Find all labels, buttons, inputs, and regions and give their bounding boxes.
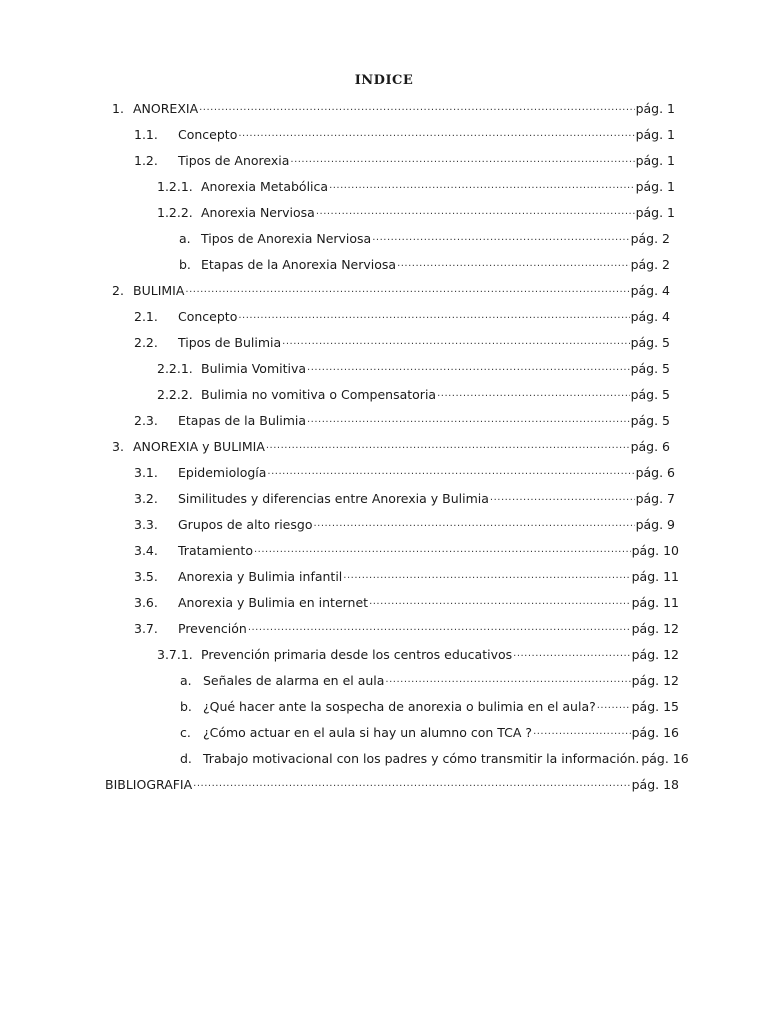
toc-entry-number: d. bbox=[180, 751, 192, 766]
toc-entry-page: pág. 5 bbox=[630, 387, 670, 402]
toc-entry-label: ¿Cómo actuar en el aula si hay un alumno con TCA ? bbox=[203, 725, 533, 740]
toc-entry-page: pág. 5 bbox=[630, 413, 670, 428]
toc-entry-page: pág. 1 bbox=[635, 101, 675, 116]
toc-entry-label: Prevención bbox=[178, 621, 247, 636]
toc-entry-page: pág. 1 bbox=[635, 205, 675, 220]
toc-entry-page: pág. 5 bbox=[630, 335, 670, 350]
toc-entry-label: Anorexia y Bulimia infantil bbox=[178, 569, 343, 584]
toc-entry-number: 2.2.2. bbox=[157, 387, 193, 402]
toc-entry-label: Grupos de alto riesgo bbox=[178, 517, 313, 532]
toc-entry-page: pág. 1 bbox=[635, 179, 675, 194]
toc-entry-page: pág. 4 bbox=[630, 283, 670, 298]
toc-entry-page: pág. 11 bbox=[631, 595, 679, 610]
dot-leader bbox=[343, 561, 630, 589]
toc-entry-page: pág. 18 bbox=[631, 777, 679, 792]
toc-entry-number: 1.2.2. bbox=[157, 205, 193, 220]
dot-leader bbox=[313, 509, 634, 537]
page-title: INDICE bbox=[354, 73, 414, 88]
toc-entry-number: 2.1. bbox=[134, 309, 158, 324]
toc-entry-page: pág. 9 bbox=[635, 517, 675, 532]
toc-entry-label: Anorexia y Bulimia en internet bbox=[178, 595, 369, 610]
toc-entry-page: pág. 4 bbox=[630, 309, 670, 324]
toc-entry-page: pág. 12 bbox=[631, 621, 679, 636]
toc-entry-label: Tipos de Anorexia bbox=[178, 153, 290, 168]
toc-entry-label: BIBLIOGRAFIA bbox=[105, 777, 193, 792]
toc-entry-label: Bulimia Vomitiva bbox=[201, 361, 307, 376]
toc-entry-label: ANOREXIA y BULIMIA bbox=[133, 439, 265, 454]
toc-entry-page: pág. 10 bbox=[631, 543, 679, 558]
toc-entry-page: pág. 1 bbox=[635, 153, 675, 168]
toc-entry-page: pág. 2 bbox=[630, 231, 670, 246]
toc-entry-label: Concepto bbox=[178, 309, 238, 324]
dot-leader bbox=[533, 717, 631, 745]
toc-entry-label: BULIMIA bbox=[133, 283, 185, 298]
dot-leader bbox=[290, 145, 634, 173]
dot-leader bbox=[238, 119, 634, 147]
dot-leader bbox=[597, 691, 631, 719]
toc-entry-page: pág. 1 bbox=[635, 127, 675, 142]
toc-entry[interactable] bbox=[105, 772, 679, 798]
dot-leader bbox=[185, 275, 629, 303]
dot-leader bbox=[316, 197, 635, 225]
dot-leader bbox=[329, 171, 635, 199]
toc-entry-number: 3.7. bbox=[134, 621, 158, 636]
toc-entry-label: Trabajo motivacional con los padres y cómo transmitir la información. bbox=[203, 751, 640, 766]
toc-entry-page: pág. 5 bbox=[630, 361, 670, 376]
toc-entry-number: 3.5. bbox=[134, 569, 158, 584]
toc-entry-page: pág. 6 bbox=[630, 439, 670, 454]
toc-entry-number: 1. bbox=[112, 101, 124, 116]
toc-entry-label: Etapas de la Bulimia bbox=[178, 413, 306, 428]
toc-entry-label: Tipos de Bulimia bbox=[178, 335, 282, 350]
toc-entry-number: 3.1. bbox=[134, 465, 158, 480]
toc-entry-number: b. bbox=[180, 699, 192, 714]
toc-entry-label: Similitudes y diferencias entre Anorexia y Bulimia bbox=[178, 491, 489, 506]
toc-entry-label: Prevención primaria desde los centros educativos bbox=[201, 647, 513, 662]
toc-entry-number: a. bbox=[179, 231, 191, 246]
toc-entry-page: pág. 11 bbox=[631, 569, 679, 584]
toc-entry-number: 3.7.1. bbox=[157, 647, 193, 662]
dot-leader bbox=[238, 301, 629, 329]
toc-entry-number: 3. bbox=[112, 439, 124, 454]
dot-leader bbox=[254, 535, 631, 563]
dot-leader bbox=[282, 327, 629, 355]
toc-entry-page: pág. 7 bbox=[635, 491, 675, 506]
dot-leader bbox=[513, 639, 630, 667]
dot-leader bbox=[437, 379, 629, 407]
toc-entry-page: pág. 12 bbox=[631, 647, 679, 662]
dot-leader bbox=[307, 353, 630, 381]
toc-entry-number: a. bbox=[180, 673, 192, 688]
toc-entry-label: Etapas de la Anorexia Nerviosa bbox=[201, 257, 397, 272]
toc-entry-label: ¿Qué hacer ante la sospecha de anorexia o bulimia en el aula? bbox=[203, 699, 596, 714]
toc-entry-page: pág. 2 bbox=[630, 257, 670, 272]
dot-leader bbox=[397, 249, 629, 277]
toc-entry-number: c. bbox=[180, 725, 191, 740]
toc-entry-label: ANOREXIA bbox=[133, 101, 199, 116]
toc-entry-number: 1.1. bbox=[134, 127, 158, 142]
toc-entry-label: Señales de alarma en el aula bbox=[203, 673, 385, 688]
toc-entry-number: 2.2.1. bbox=[157, 361, 193, 376]
toc-entry-label: Bulimia no vomitiva o Compensatoria bbox=[201, 387, 437, 402]
dot-leader bbox=[307, 405, 630, 433]
toc-entry-page: pág. 12 bbox=[631, 673, 679, 688]
toc-entry-number: 3.6. bbox=[134, 595, 158, 610]
toc-entry-number: 1.2.1. bbox=[157, 179, 193, 194]
toc-entry-number: 2. bbox=[112, 283, 124, 298]
toc-entry-page: pág. 15 bbox=[631, 699, 679, 714]
toc-entry-page: pág. 16 bbox=[641, 751, 689, 766]
toc-entry-label: Tipos de Anorexia Nerviosa bbox=[201, 231, 372, 246]
toc-entry-label: Epidemiología bbox=[178, 465, 267, 480]
dot-leader bbox=[372, 223, 629, 251]
toc-entry-number: 3.2. bbox=[134, 491, 158, 506]
dot-leader bbox=[267, 457, 634, 485]
toc-entry-number: b. bbox=[179, 257, 191, 272]
dot-leader bbox=[248, 613, 631, 641]
dot-leader bbox=[193, 769, 630, 797]
dot-leader bbox=[490, 483, 635, 511]
toc-entry-number: 1.2. bbox=[134, 153, 158, 168]
toc-entry-page: pág. 16 bbox=[631, 725, 679, 740]
toc-entry-label: Anorexia Nerviosa bbox=[201, 205, 315, 220]
toc-entry-number: 3.3. bbox=[134, 517, 158, 532]
dot-leader bbox=[266, 431, 630, 459]
toc-entry-number: 2.2. bbox=[134, 335, 158, 350]
toc-entry-label: Anorexia Metabólica bbox=[201, 179, 329, 194]
toc-entry[interactable] bbox=[180, 720, 679, 746]
dot-leader bbox=[199, 93, 634, 121]
toc-entry-page: pág. 6 bbox=[635, 465, 675, 480]
toc-entry-label: Concepto bbox=[178, 127, 238, 142]
dot-leader bbox=[369, 587, 631, 615]
toc-entry-number: 2.3. bbox=[134, 413, 158, 428]
dot-leader bbox=[385, 665, 630, 693]
toc-entry-number: 3.4. bbox=[134, 543, 158, 558]
toc-entry-label: Tratamiento bbox=[178, 543, 253, 558]
